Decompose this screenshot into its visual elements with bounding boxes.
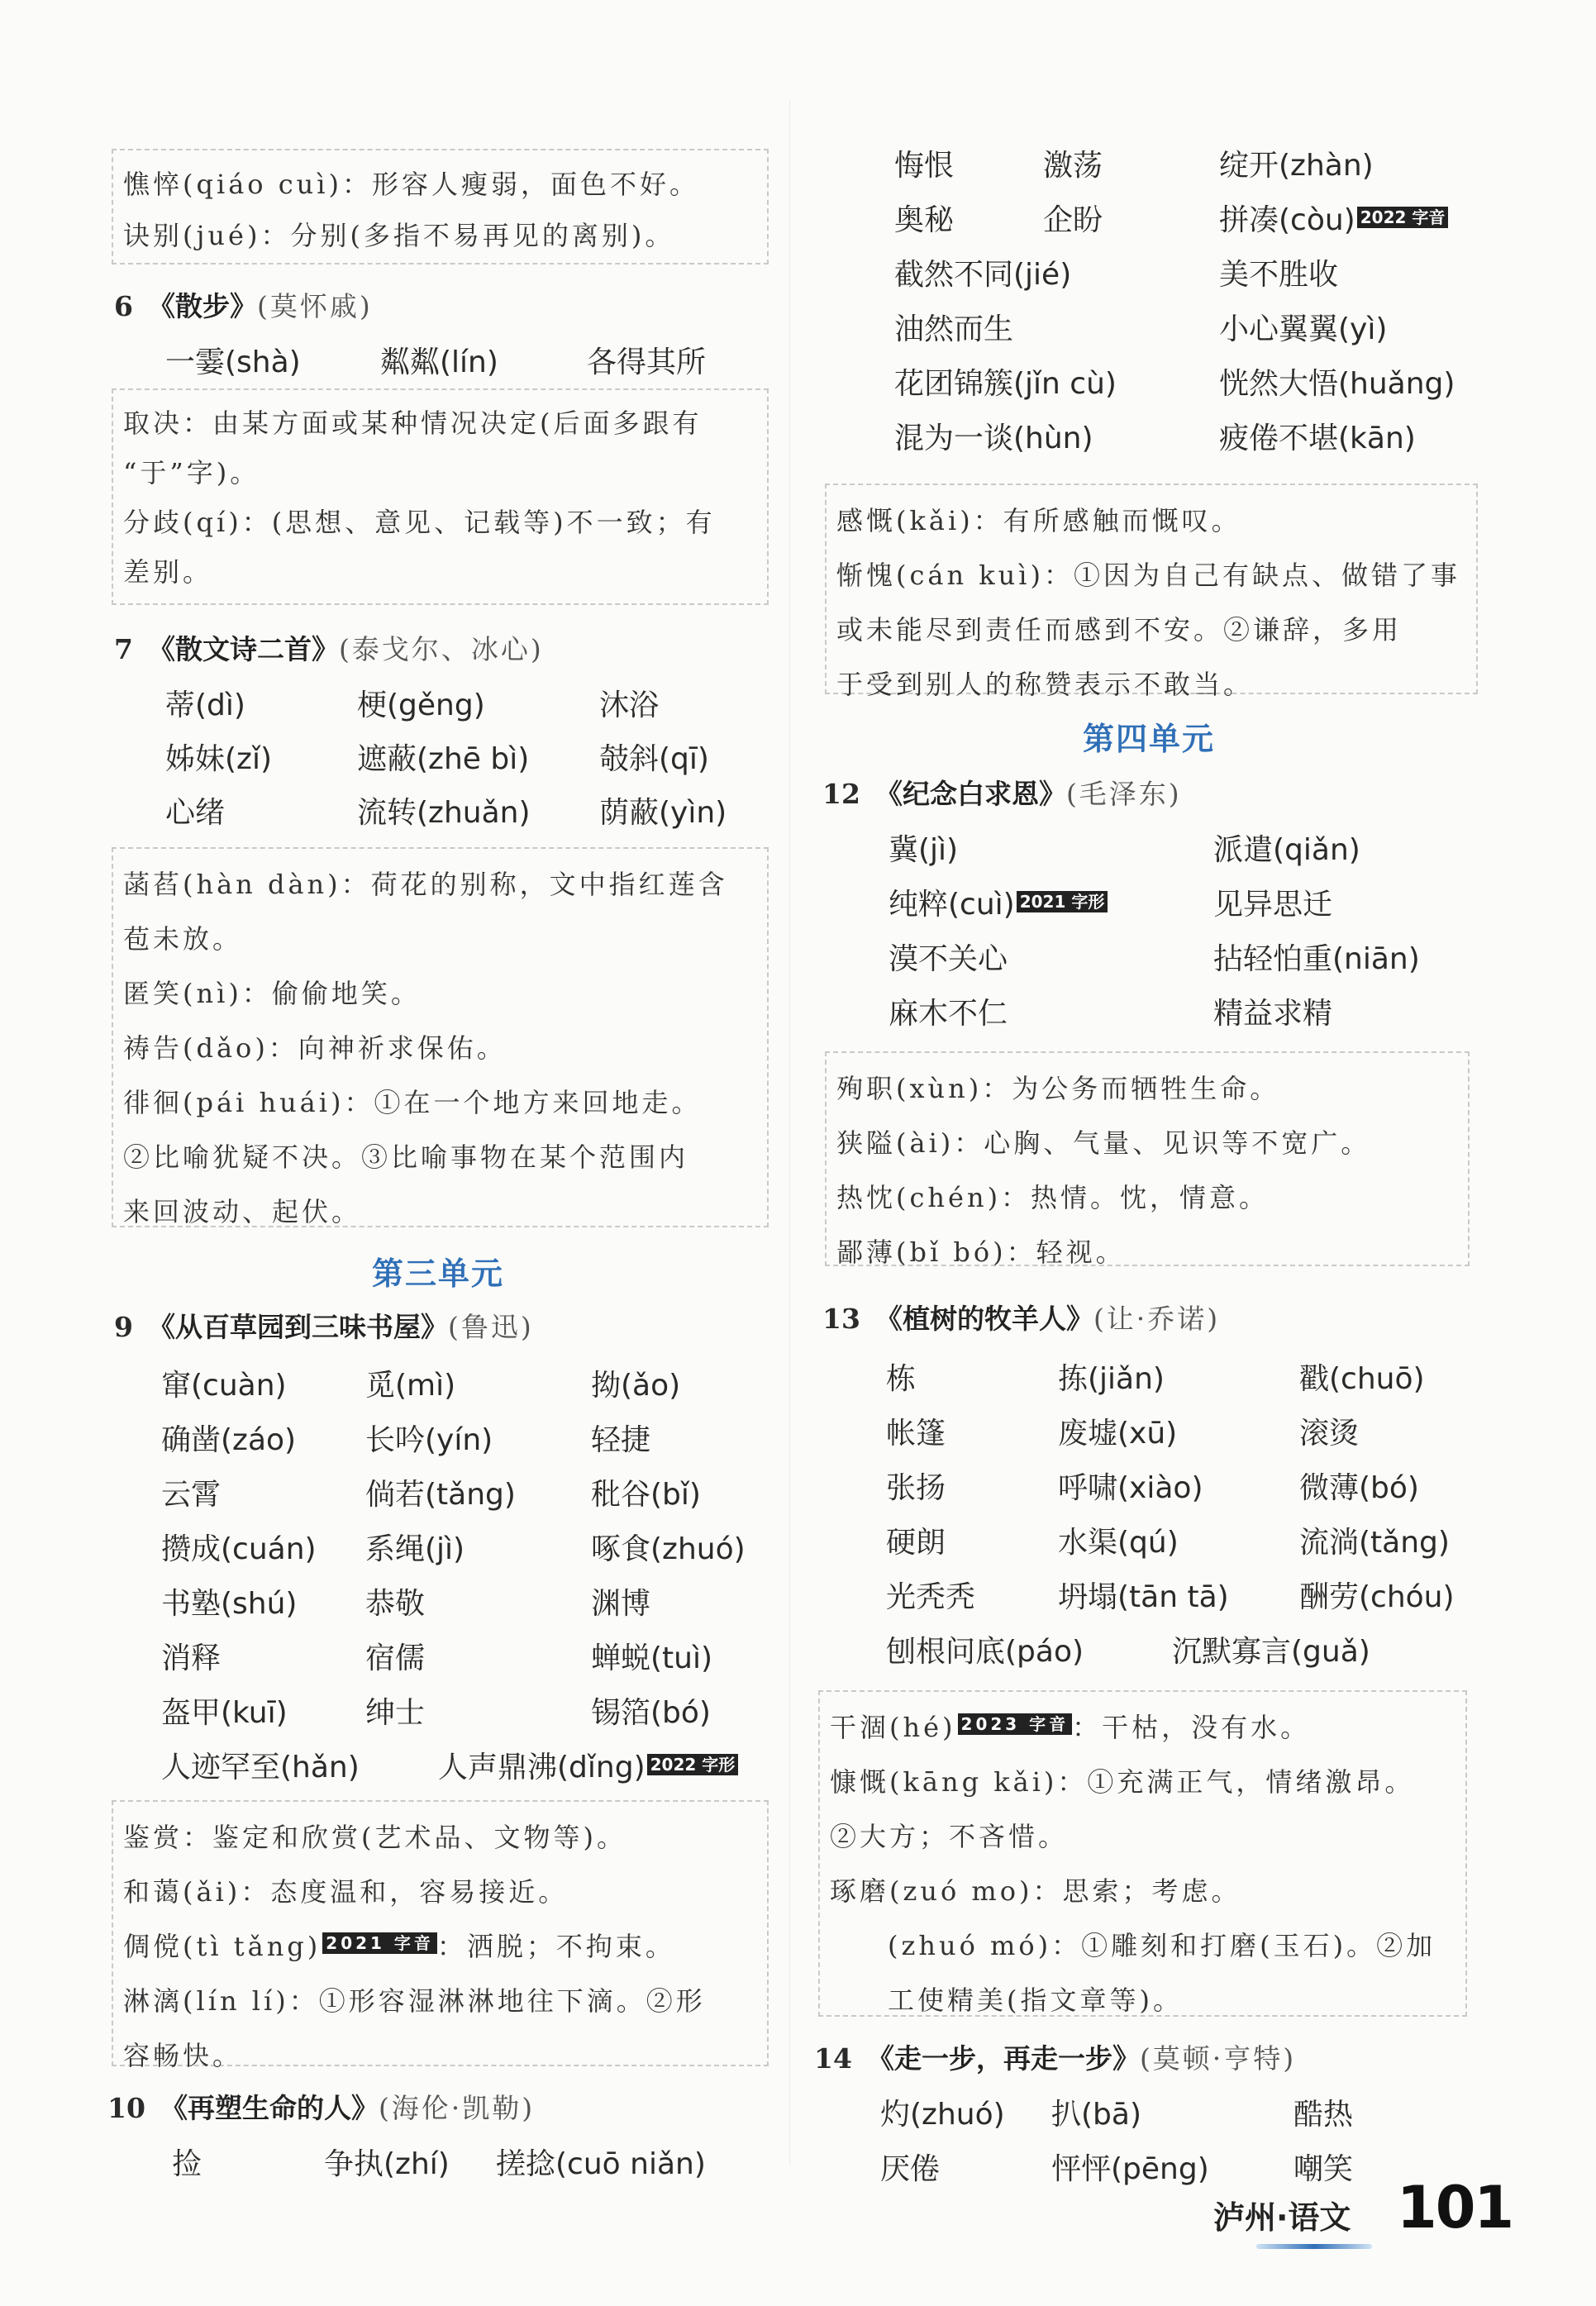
definition-line: 工使精美(指文章等)。 (888, 1984, 1183, 2016)
vocab-word: 系绳(jì) (365, 1532, 465, 1566)
vocab-word: 荫蔽(yìn) (599, 796, 727, 830)
definition-line: 鉴赏：鉴定和欣赏(艺术品、文物等)。 (123, 1822, 626, 1853)
vocab-word: 沉默寡言(guǎ) (1172, 1635, 1370, 1669)
vocab-word: 搓捻(cuō niǎn) (496, 2147, 706, 2181)
lesson-heading (114, 1306, 534, 1345)
definition-line: 来回波动、起伏。 (123, 1196, 362, 1227)
vocab-word: 轻捷 (591, 1423, 651, 1457)
lesson-title: 《植树的牧羊人》 (874, 1303, 1093, 1335)
vocab-word: 酬劳(chóu) (1299, 1580, 1455, 1614)
vocab-word: 沐浴 (599, 688, 660, 722)
vocab-word (1219, 197, 1448, 239)
vocab-word: 粼粼(lín) (380, 345, 498, 379)
vocab-word: 混为一谈(hùn) (894, 422, 1093, 455)
exam-tag: 2021 字音 (322, 1932, 437, 1954)
vocab-word: 悔恨 (894, 149, 955, 183)
vocab-word: 水渠(qú) (1058, 1526, 1179, 1560)
vocab-word: 梗(gěng) (357, 688, 485, 722)
definition-line: “于”字)。 (123, 457, 260, 488)
definition-line: 淋漓(lín lí)：①形容湿淋淋地往下滴。②形 (123, 1985, 706, 2017)
lesson-author: (毛泽东) (1065, 778, 1182, 810)
column-divider (789, 99, 790, 2165)
vocab-word: 呼啸(xiào) (1058, 1471, 1203, 1505)
vocab-word: 坍塌(tān tā) (1058, 1580, 1229, 1614)
definition-line (830, 1700, 1455, 1755)
vocab-word: 漠不关心 (889, 942, 1008, 976)
vocab-word: 扒(bā) (1051, 2098, 1142, 2132)
vocab-word: 截然不同(jié) (894, 258, 1072, 292)
vocab-word: 张扬 (886, 1471, 946, 1505)
definition-box (818, 1690, 1467, 2017)
definition-box (825, 1051, 1470, 1266)
definition-text: ：干枯，没有水。 (1072, 1712, 1311, 1743)
vocab-word (438, 1744, 738, 1786)
lesson-number: 10 (107, 2092, 145, 2124)
vocab-word: 人迹罕至(hǎn) (161, 1751, 360, 1784)
vocab-word: 绅士 (365, 1696, 426, 1730)
definition-line: 狭隘(ài)：心胸、气量、见识等不宽广。 (836, 1127, 1371, 1159)
vocab-word: 嘲笑 (1293, 2152, 1354, 2186)
vocab-word: 小心翼翼(yì) (1219, 312, 1388, 346)
definition-line: ②比喻犹疑不决。③比喻事物在某个范围内 (123, 1141, 689, 1173)
vocab-word: 流转(zhuǎn) (357, 796, 531, 830)
definition-line: ②大方；不吝惜。 (830, 1821, 1069, 1852)
definition-line: 匿笑(nì)：偷偷地笑。 (123, 978, 421, 1009)
vocab-word: 书塾(shú) (161, 1587, 298, 1621)
vocab-word: 倘若(tǎng) (365, 1478, 516, 1512)
vocab-word: 光秃秃 (886, 1580, 976, 1614)
vocab-word: 宿儒 (365, 1641, 426, 1675)
exam-tag: 2022 字音 (1357, 207, 1449, 228)
vocab-word (889, 881, 1108, 923)
definition-line: 琢磨(zuó mo)：思索；考虑。 (830, 1875, 1241, 1907)
vocab-word: 盔甲(kuī) (161, 1696, 288, 1730)
vocab-word: 见异思迁 (1213, 888, 1333, 922)
definition-line: 鄙薄(bǐ bó)：轻视。 (836, 1236, 1126, 1268)
vocab-word-text: 纯粹(cuì) (889, 888, 1015, 922)
vocab-word: 恍然大悟(huǎng) (1219, 367, 1455, 401)
vocab-word: 攲斜(qī) (599, 742, 709, 776)
definition-line: 殉职(xùn)：为公务而牺牲生命。 (836, 1073, 1280, 1104)
lesson-number: 13 (822, 1303, 860, 1335)
definition-term: 倜傥(tì tǎng) (123, 1931, 322, 1962)
vocab-word: 企盼 (1043, 203, 1103, 237)
vocab-word: 油然而生 (894, 312, 1014, 346)
vocab-word: 确凿(záo) (161, 1423, 297, 1457)
vocab-word: 绽开(zhàn) (1219, 149, 1374, 183)
definition-line: 于受到别人的称赞表示不敢当。 (836, 669, 1254, 700)
lesson-number: 12 (822, 778, 860, 810)
vocab-word: 疲倦不堪(kān) (1219, 422, 1416, 455)
lesson-author: (让·乔诺) (1093, 1303, 1221, 1335)
page-number: 101 (1397, 2174, 1513, 2242)
definition-line: 惭愧(cán kuì)：①因为自己有缺点、做错了事 (836, 560, 1460, 591)
vocab-word: 激荡 (1043, 149, 1103, 183)
vocab-word: 奥秘 (894, 203, 955, 237)
vocab-word: 蝉蜕(tuì) (591, 1641, 713, 1675)
lesson-heading (822, 773, 1182, 812)
lesson-author: (海伦·凯勒) (378, 2092, 536, 2124)
vocab-word: 渊博 (591, 1587, 651, 1621)
lesson-number: 7 (114, 633, 133, 665)
exam-tag: 2023 字音 (958, 1713, 1073, 1735)
vocab-word: 派遣(qiǎn) (1213, 833, 1360, 867)
definition-line: 热忱(chén)：热情。忱，情意。 (836, 1182, 1270, 1213)
vocab-word: 长吟(yín) (365, 1423, 493, 1457)
unit-heading: 第三单元 (372, 1255, 505, 1292)
vocab-word: 废墟(xū) (1058, 1417, 1178, 1451)
vocab-word: 厌倦 (880, 2152, 941, 2186)
footer-decoration (1256, 2244, 1372, 2249)
vocab-word: 姊妹(zǐ) (165, 742, 272, 776)
vocab-word: 啄食(zhuó) (591, 1532, 746, 1566)
lesson-author: (莫怀戚) (256, 290, 373, 322)
definition-line: 和蔼(ǎi)：态度温和，容易接近。 (123, 1876, 569, 1908)
vocab-word: 硬朗 (886, 1526, 946, 1560)
lesson-heading (822, 1298, 1220, 1336)
lesson-title: 《走一步，再走一步》 (866, 2042, 1140, 2075)
vocab-word: 攒成(cuán) (161, 1532, 317, 1566)
vocab-word: 流淌(tǎng) (1299, 1526, 1450, 1560)
definition-line: 祷告(dǎo)：向神祈求保佑。 (123, 1032, 507, 1064)
lesson-heading (114, 285, 373, 324)
vocab-word: 拈轻怕重(niān) (1213, 942, 1420, 976)
lesson-heading (107, 2087, 535, 2126)
vocab-word: 云霄 (161, 1478, 222, 1512)
vocab-word: 消释 (161, 1641, 222, 1675)
lesson-title: 《再塑生命的人》 (160, 2092, 379, 2124)
definition-line (123, 1919, 757, 1974)
vocab-word: 帐篷 (886, 1417, 946, 1451)
vocab-word-text: 拼凑(còu) (1219, 203, 1355, 237)
vocab-word: 麻木不仁 (889, 997, 1008, 1031)
exam-tag: 2022 字形 (647, 1754, 739, 1775)
vocab-word: 灼(zhuó) (880, 2098, 1005, 2132)
vocab-word: 遮蔽(zhē bì) (357, 742, 530, 776)
lesson-author: (鲁迅) (447, 1311, 534, 1343)
lesson-title: 《从百草园到三味书屋》 (147, 1311, 448, 1343)
vocab-word: 花团锦簇(jǐn cù) (894, 367, 1117, 401)
vocab-word: 捡 (172, 2147, 202, 2181)
definition-line: (zhuó mó)：①雕刻和打磨(玉石)。②加 (888, 1930, 1436, 1961)
definition-line: 取决：由某方面或某种情况决定(后面多跟有 (123, 407, 703, 439)
lesson-number: 6 (114, 290, 133, 322)
definition-line: 或未能尽到责任而感到不安。②谦辞，多用 (836, 614, 1403, 646)
definition-box (825, 484, 1478, 700)
definition-line: 感慨(kǎi)：有所感触而慨叹。 (836, 505, 1241, 536)
definition-line: 徘徊(pái huái)：①在一个地方来回地走。 (123, 1087, 702, 1118)
vocab-word: 蒂(dì) (165, 688, 245, 722)
exam-tag: 2021 字形 (1017, 891, 1108, 912)
vocab-word: 心绪 (165, 796, 226, 830)
unit-heading: 第四单元 (1083, 721, 1216, 757)
definition-line: 容畅快。 (123, 2040, 243, 2071)
definition-box (112, 847, 769, 1227)
vocab-word: 滚烫 (1299, 1417, 1360, 1451)
definition-box (112, 149, 769, 264)
lesson-number: 14 (814, 2042, 852, 2075)
definition-box (112, 1800, 769, 2071)
vocab-word: 拣(jiǎn) (1058, 1362, 1165, 1396)
lesson-title: 《散文诗二首》 (147, 633, 339, 665)
vocab-word: 戳(chuō) (1299, 1362, 1425, 1396)
definition-line: 诀别(jué)：分别(多指不易再见的离别)。 (123, 220, 675, 251)
definition-box (112, 388, 769, 605)
vocab-word: 精益求精 (1213, 997, 1333, 1031)
vocab-word: 争执(zhí) (324, 2147, 450, 2181)
vocab-word: 刨根问底(páo) (886, 1635, 1084, 1669)
vocab-word: 恭敬 (365, 1587, 426, 1621)
vocab-word: 各得其所 (587, 345, 707, 379)
vocab-word-text: 人声鼎沸(dǐng) (438, 1751, 646, 1784)
definition-line: 憔悴(qiáo cuì)：形容人瘦弱，面色不好。 (123, 169, 699, 200)
vocab-word: 美不胜收 (1219, 258, 1339, 292)
footer-region: 泸州·语文 (1213, 2199, 1351, 2236)
vocab-word: 锡箔(bó) (591, 1696, 711, 1730)
vocab-word: 一霎(shà) (165, 345, 301, 379)
vocab-word: 秕谷(bǐ) (591, 1478, 701, 1512)
lesson-title: 《散步》 (147, 290, 257, 322)
vocab-word: 拗(ǎo) (591, 1369, 681, 1403)
vocab-word: 冀(jì) (889, 833, 959, 867)
vocab-word: 栋 (886, 1362, 917, 1396)
definition-line: 分歧(qí)：(思想、意见、记载等)不一致；有 (123, 507, 716, 538)
lesson-heading (814, 2037, 1296, 2076)
vocab-word: 窜(cuàn) (161, 1369, 287, 1403)
vocab-word: 微薄(bó) (1299, 1471, 1419, 1505)
definition-line: 差别。 (123, 556, 213, 588)
lesson-author: (莫顿·亨特) (1139, 2042, 1297, 2075)
definition-line: 菡萏(hàn dàn)：荷花的别称，文中指红莲含 (123, 869, 728, 900)
vocab-word: 觅(mì) (365, 1369, 456, 1403)
vocab-word: 酷热 (1293, 2098, 1354, 2132)
definition-term: 干涸(hé) (830, 1712, 956, 1743)
definition-line: 苞未放。 (123, 923, 243, 955)
definition-line: 慷慨(kāng kǎi)：①充满正气，情绪激昂。 (830, 1766, 1415, 1798)
lesson-heading (114, 628, 544, 667)
vocab-word: 怦怦(pēng) (1051, 2152, 1209, 2186)
lesson-title: 《纪念白求恩》 (874, 778, 1066, 810)
definition-text: ：洒脱；不拘束。 (436, 1931, 675, 1962)
lesson-author: (泰戈尔、冰心) (338, 633, 544, 665)
lesson-number: 9 (114, 1311, 133, 1343)
